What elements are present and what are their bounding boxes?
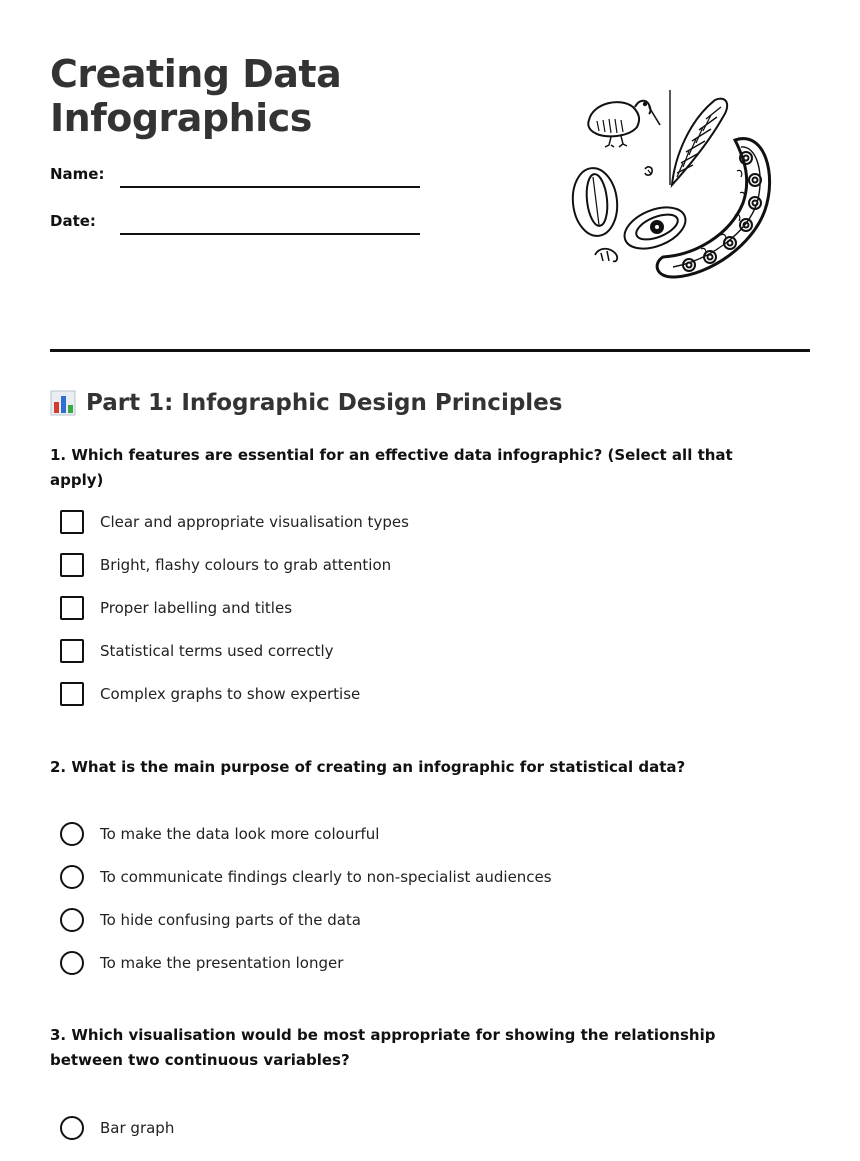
bar-chart-icon — [50, 390, 76, 416]
radio-button[interactable] — [60, 865, 84, 889]
question-3-options — [60, 1106, 174, 1149]
option-label: To make the data look more colourful — [100, 824, 380, 843]
radio-button[interactable] — [60, 1116, 84, 1140]
option-label: Bright, flashy colours to grab attention — [100, 555, 392, 574]
radio-button[interactable] — [60, 908, 84, 932]
date-field[interactable] — [120, 233, 420, 235]
option-item[interactable] — [60, 898, 552, 941]
checkbox[interactable] — [60, 553, 84, 577]
radio-button[interactable] — [60, 951, 84, 975]
date-field-row — [50, 212, 430, 242]
date-label: Date: — [50, 212, 96, 230]
feather-icon — [670, 90, 727, 185]
question-2-options — [60, 812, 552, 984]
option-item[interactable] — [60, 672, 409, 715]
option-item[interactable] — [60, 1106, 174, 1149]
option-item[interactable] — [60, 500, 409, 543]
question-2: 2. What is the main purpose of creating an infographic for statistical data? — [50, 758, 686, 776]
kiwi-icon — [588, 101, 660, 147]
page-title: Creating Data Infographics — [50, 52, 342, 140]
shell-icon — [570, 166, 621, 238]
option-item[interactable] — [60, 812, 552, 855]
option-item[interactable] — [60, 543, 409, 586]
option-item[interactable] — [60, 855, 552, 898]
checkbox[interactable] — [60, 510, 84, 534]
option-label: Statistical terms used correctly — [100, 641, 334, 660]
option-item[interactable] — [60, 629, 409, 672]
checkbox[interactable] — [60, 596, 84, 620]
section-heading — [50, 390, 562, 416]
question-1: 1. Which features are essential for an effective data infographic? (Select all that apply) — [50, 446, 733, 489]
small-mark-icon — [645, 167, 652, 175]
question-1-options — [60, 500, 409, 715]
name-field-row — [50, 165, 430, 195]
section-divider — [50, 349, 810, 352]
radio-button[interactable] — [60, 822, 84, 846]
option-label: Proper labelling and titles — [100, 598, 293, 617]
option-label: To hide confusing parts of the data — [100, 910, 361, 929]
option-label: Bar graph — [100, 1118, 175, 1137]
option-label: Complex graphs to show expertise — [100, 684, 361, 703]
section-title: Part 1: Infographic Design Principles — [86, 390, 563, 416]
new-zealand-motifs-icon — [565, 85, 780, 285]
greenstone-icon — [619, 199, 692, 256]
checkbox[interactable] — [60, 682, 84, 706]
koru-icon — [595, 249, 617, 262]
option-label: Clear and appropriate visualisation types — [100, 512, 409, 531]
option-label: To make the presentation longer — [100, 953, 344, 972]
option-label: To communicate findings clearly to non-specialist audiences — [100, 867, 552, 886]
question-3: 3. Which visualisation would be most appropriate for showing the relationship between two continuous variables? — [50, 1026, 716, 1069]
option-item[interactable] — [60, 941, 552, 984]
option-item[interactable] — [60, 586, 409, 629]
checkbox[interactable] — [60, 639, 84, 663]
name-label: Name: — [50, 165, 105, 183]
name-field[interactable] — [120, 186, 420, 188]
